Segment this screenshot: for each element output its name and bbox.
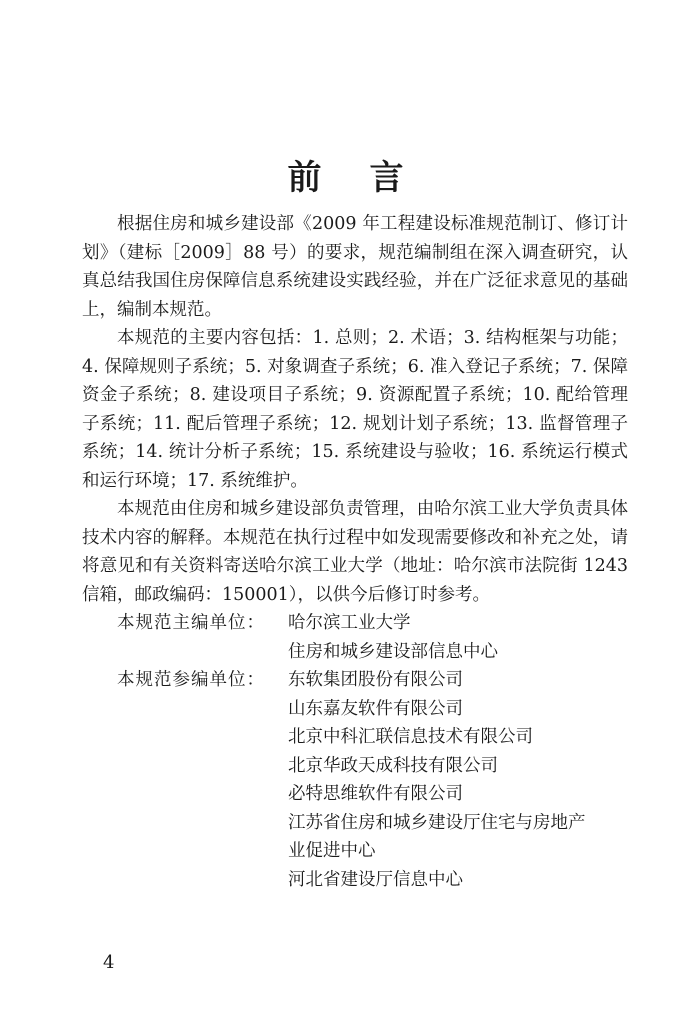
participating-units-block bbox=[82, 666, 628, 894]
participating-unit: 北京华政天成科技有限公司 bbox=[288, 755, 498, 776]
participating-unit: 河北省建设厅信息中心 bbox=[288, 869, 463, 890]
participating-unit: 江苏省住房和城乡建设厅住宅与房地产 bbox=[288, 812, 586, 833]
chief-unit: 哈尔滨工业大学 bbox=[288, 613, 411, 633]
participating-units-label: 本规范参编单位： bbox=[117, 670, 265, 690]
participating-unit: 北京中科汇联信息技术有限公司 bbox=[288, 727, 533, 747]
body-text bbox=[82, 210, 628, 894]
chief-units-block bbox=[82, 609, 628, 666]
title-char-2: 言 bbox=[369, 158, 404, 198]
participating-unit: 业促进中心 bbox=[288, 841, 376, 861]
page-number: 4 bbox=[103, 952, 115, 973]
page-title bbox=[0, 150, 691, 199]
title-char-1: 前 bbox=[287, 158, 322, 198]
paragraph-contents: 本规范的主要内容包括：1. 总则；2. 术语；3. 结构框架与功能；4. 保障规则子系统；5. 对象调查子系统；6. 准入登记子系统；7. 保障资金子系统；8. 建设项目子系统；9. 资源配置子系统；10. 配给管理子系统；11. 配后管理子系统；12. 规划计划子系统；13. 监督管理子系统；14. 统计分析子系统；15. 系统建设与验收；16. 系统运行模式和运行环境；17. 系统维护。 bbox=[82, 328, 628, 491]
chief-unit: 住房和城乡建设部信息中心 bbox=[288, 641, 498, 662]
paragraph-basis: 根据住房和城乡建设部《2009 年工程建设标准规范制订、修订计划》（建标［2009］88 号）的要求，规范编制组在深入调查研究，认真总结我国住房保障信息系统建设实践经验，并在广泛征求意见的基础上，编制本规范。 bbox=[82, 214, 628, 320]
paragraph-management: 本规范由住房和城乡建设部负责管理，由哈尔滨工业大学负责具体技术内容的解释。本规范在执行过程中如发现需要修改和补充之处，请将意见和有关资料寄送哈尔滨工业大学（地址：哈尔滨市法院街 1243 信箱，邮政编码：150001），以供今后修订时参考。 bbox=[82, 499, 628, 605]
participating-unit: 必特思维软件有限公司 bbox=[288, 784, 463, 804]
participating-unit: 山东嘉友软件有限公司 bbox=[288, 698, 463, 719]
participating-unit: 东软集团股份有限公司 bbox=[288, 670, 463, 690]
chief-units-label: 本规范主编单位： bbox=[117, 613, 265, 633]
